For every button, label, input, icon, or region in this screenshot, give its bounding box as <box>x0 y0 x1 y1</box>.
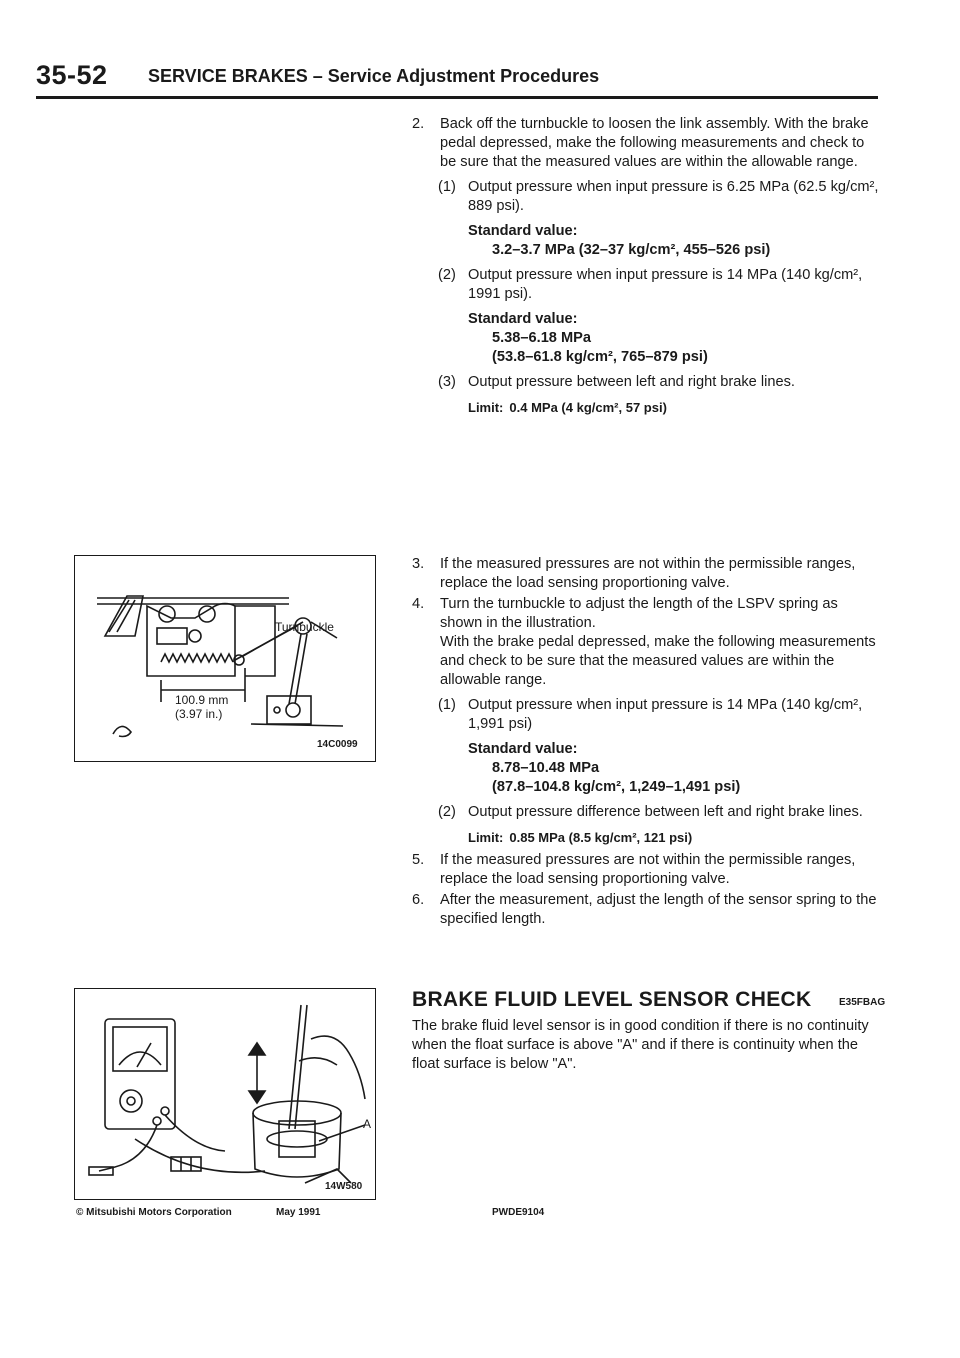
figure-code: 14C0099 <box>317 739 358 750</box>
step-number: 6. <box>412 892 425 908</box>
substep-text: Output pressure when input pressure is 6.25 MPa (62.5 kg/cm², 889 psi). <box>468 179 879 214</box>
page-header <box>36 60 878 96</box>
step-text: If the measured pressures are not within the permissible ranges, replace the load sensing proportioning valve. <box>440 852 856 887</box>
standard-value-figure: 8.78–10.48 MPa <box>492 760 600 776</box>
step-number: 5. <box>412 852 425 868</box>
standard-value-figure: 5.38–6.18 MPa <box>492 330 591 346</box>
step-number: 3. <box>412 556 425 572</box>
substep-3 <box>412 373 882 392</box>
substep-1 <box>412 178 882 216</box>
figure-code: 14W580 <box>325 1181 363 1192</box>
limit-figure: 0.4 MPa (4 kg/cm², 57 psi) <box>509 400 667 415</box>
substep-text: Output pressure difference between left and right brake lines. <box>468 804 863 820</box>
substep-number: (1) <box>438 697 456 713</box>
step-6 <box>412 891 882 929</box>
standard-value-figure: (53.8–61.8 kg/cm², 765–879 psi) <box>492 349 708 365</box>
standard-value-label: Standard value: <box>468 311 578 327</box>
substep-text: Output pressure when input pressure is 14 MPa (140 kg/cm², 1991 psi). <box>468 267 863 302</box>
substep-1 <box>412 696 882 734</box>
step-4 <box>412 595 882 690</box>
standard-value <box>412 222 882 260</box>
limit-value <box>412 398 882 417</box>
step-text: Back off the turnbuckle to loosen the link assembly. With the brake pedal depressed, make the following measurements and check to be sure that the measured values are within the allowable range. <box>440 116 869 170</box>
substep-2 <box>412 266 882 304</box>
lspv-illustration <box>75 556 375 761</box>
limit-value <box>412 828 882 847</box>
limit-figure: 0.85 MPa (8.5 kg/cm², 121 psi) <box>509 830 693 845</box>
step-text-continued: With the brake pedal depressed, make the following measurements and check to be sure that the measured values are within the allowable range. <box>440 634 876 688</box>
footer-date: May 1991 <box>276 1207 321 1218</box>
section-code: E35FBAG <box>839 997 886 1008</box>
substep-number: (2) <box>438 804 456 820</box>
label-turnbuckle: Turnbuckle <box>275 620 334 634</box>
page-title: SERVICE BRAKES – Service Adjustment Procedures <box>148 66 600 86</box>
substep-number: (3) <box>438 374 456 390</box>
section-heading: BRAKE FLUID LEVEL SENSOR CHECK <box>412 988 812 1011</box>
standard-value <box>412 310 882 367</box>
footer-copyright: © Mitsubishi Motors Corporation <box>76 1207 232 1218</box>
standard-value-label: Standard value: <box>468 223 578 239</box>
label-dimension-mm: 100.9 mm <box>175 693 229 707</box>
substep-2 <box>412 803 882 822</box>
fluid-level-illustration <box>75 989 375 1199</box>
standard-value-figure: (87.8–104.8 kg/cm², 1,249–1,491 psi) <box>492 779 741 795</box>
section-body: The brake fluid level sensor is in good condition if there is no continuity when the float surface is above "A" and if there is continuity when the float surface is below "A". <box>412 1018 869 1072</box>
substep-text: Output pressure when input pressure is 14 MPa (140 kg/cm², 1,991 psi) <box>468 697 863 732</box>
substep-number: (2) <box>438 267 456 283</box>
figure-lspv-spring <box>74 555 376 762</box>
step-text: If the measured pressures are not within the permissible ranges, replace the load sensing proportioning valve. <box>440 556 856 591</box>
steps-mid-block <box>412 555 882 931</box>
label-level-a: A <box>363 1117 372 1131</box>
steps-top-block <box>412 115 882 417</box>
limit-label: Limit: <box>468 400 504 415</box>
figure-fluid-level-sensor <box>74 988 376 1200</box>
step-text: Turn the turnbuckle to adjust the length of the LSPV spring as shown in the illustration. <box>440 596 838 631</box>
step-3 <box>412 555 882 593</box>
substep-text: Output pressure between left and right brake lines. <box>468 374 795 390</box>
label-dimension-in: (3.97 in.) <box>175 707 223 721</box>
standard-value <box>412 740 882 797</box>
footer-code: PWDE9104 <box>492 1207 545 1218</box>
standard-value-label: Standard value: <box>468 741 578 757</box>
standard-value-figure: 3.2–3.7 MPa (32–37 kg/cm², 455–526 psi) <box>492 242 771 258</box>
step-number: 2. <box>412 116 425 132</box>
page-number: 35-52 <box>36 60 108 90</box>
step-2 <box>412 115 882 172</box>
step-text: After the measurement, adjust the length of the sensor spring to the specified length. <box>440 892 877 927</box>
step-number: 4. <box>412 596 425 612</box>
substep-number: (1) <box>438 179 456 195</box>
limit-label: Limit: <box>468 830 504 845</box>
header-rule <box>36 96 878 99</box>
step-5 <box>412 851 882 889</box>
